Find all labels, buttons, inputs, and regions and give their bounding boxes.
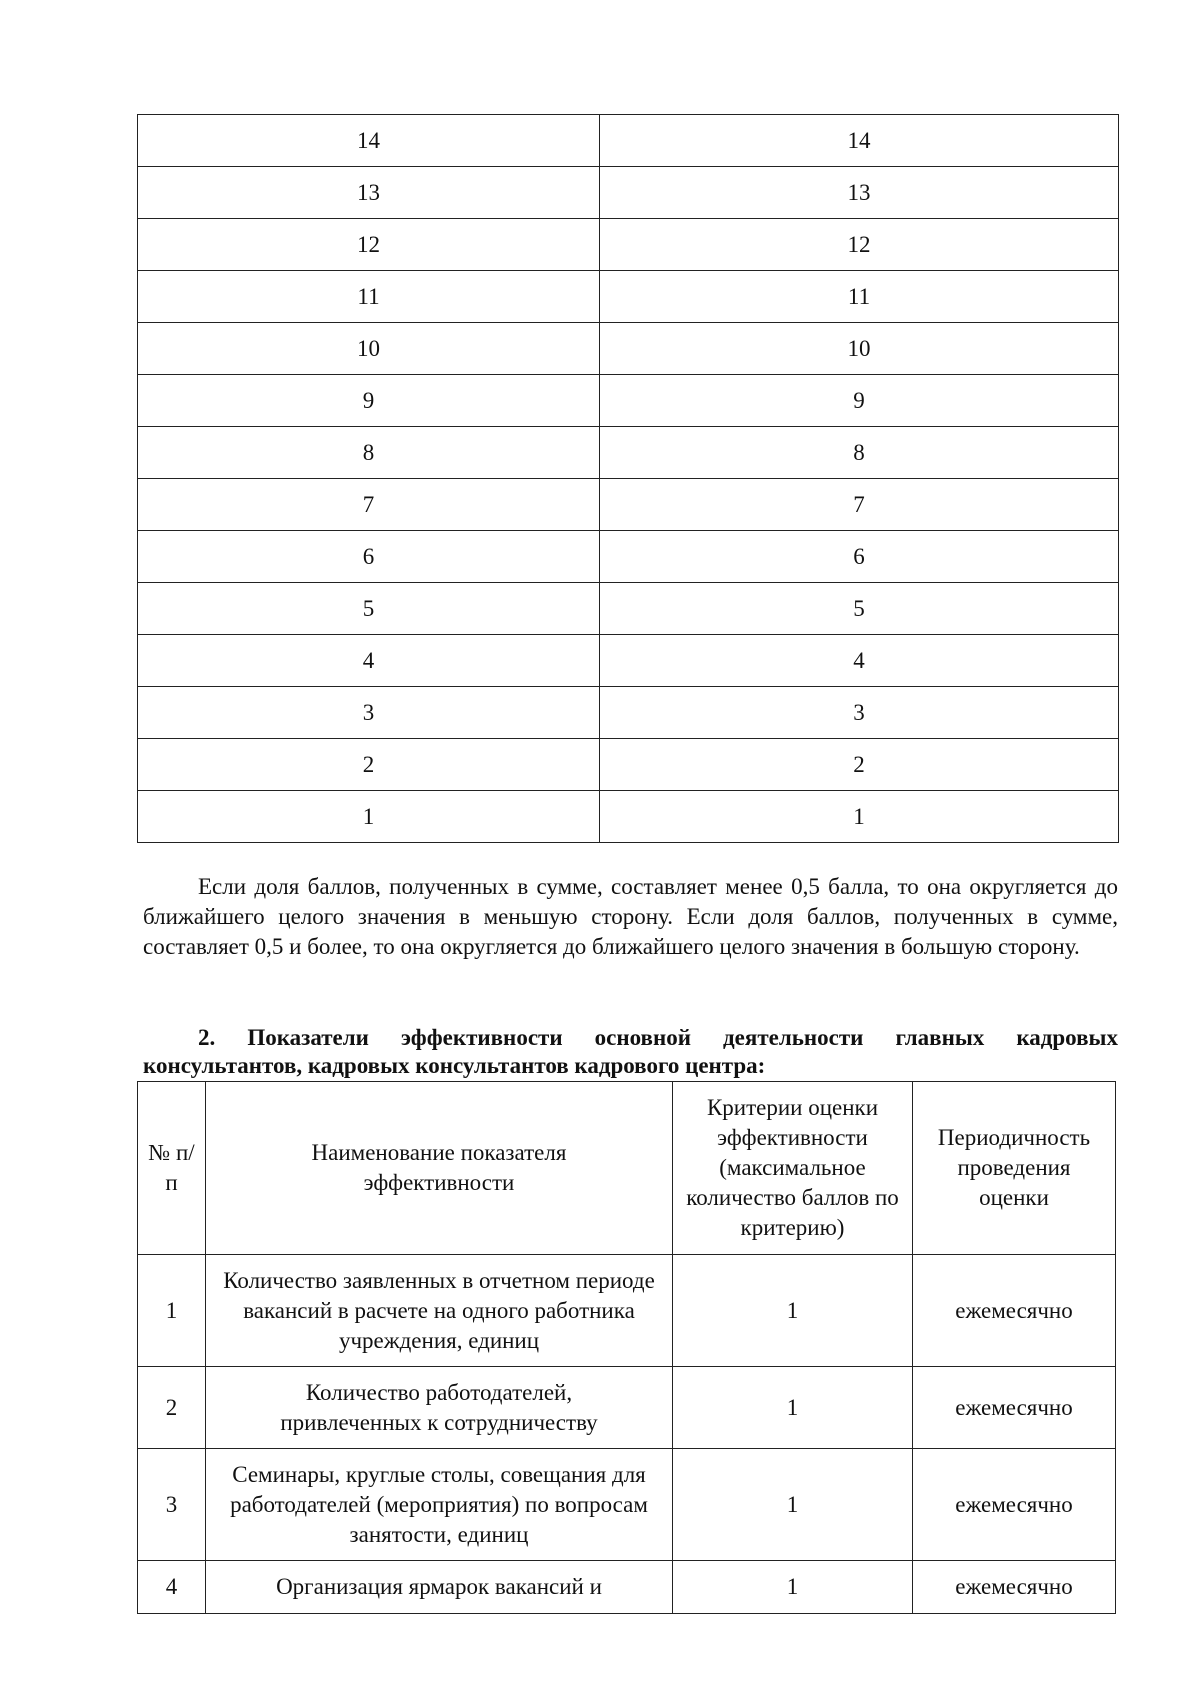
table-row xyxy=(138,739,1119,791)
cell-period: ежемесячно xyxy=(913,1449,1116,1561)
score-cell-left: 9 xyxy=(138,375,600,427)
table-row xyxy=(138,583,1119,635)
table-row xyxy=(138,687,1119,739)
table-row xyxy=(138,1367,1116,1449)
cell-name: Семинары, круглые столы, совещания для работодателей (мероприятия) по вопросам занятости, единиц xyxy=(206,1449,673,1561)
score-cell-left: 3 xyxy=(138,687,600,739)
cell-period: ежемесячно xyxy=(913,1561,1116,1614)
score-cell-right: 7 xyxy=(600,479,1119,531)
table-row xyxy=(138,323,1119,375)
score-table xyxy=(137,114,1119,843)
score-cell-left: 7 xyxy=(138,479,600,531)
score-cell-right: 13 xyxy=(600,167,1119,219)
table-row xyxy=(138,635,1119,687)
table-row xyxy=(138,479,1119,531)
score-cell-right: 3 xyxy=(600,687,1119,739)
score-cell-left: 11 xyxy=(138,271,600,323)
score-cell-left: 2 xyxy=(138,739,600,791)
score-cell-right: 2 xyxy=(600,739,1119,791)
cell-period: ежемесячно xyxy=(913,1367,1116,1449)
score-cell-left: 12 xyxy=(138,219,600,271)
score-cell-left: 14 xyxy=(138,115,600,167)
cell-name: Количество работодателей, привлеченных к сотрудничеству xyxy=(206,1367,673,1449)
score-cell-right: 5 xyxy=(600,583,1119,635)
header-criteria: Критерии оценки эффективности (максимальное количество баллов по критерию) xyxy=(673,1082,913,1255)
score-cell-left: 13 xyxy=(138,167,600,219)
score-cell-right: 4 xyxy=(600,635,1119,687)
table-row xyxy=(138,791,1119,843)
table-row xyxy=(138,427,1119,479)
header-name: Наименование показателя эффективности xyxy=(206,1082,673,1255)
cell-num: 1 xyxy=(138,1255,206,1367)
score-cell-right: 9 xyxy=(600,375,1119,427)
table-header-row xyxy=(138,1082,1116,1255)
score-cell-right: 8 xyxy=(600,427,1119,479)
indicators-table xyxy=(137,1081,1116,1614)
cell-name: Количество заявленных в отчетном периоде вакансий в расчете на одного работника учреждения, единиц xyxy=(206,1255,673,1367)
cell-criteria: 1 xyxy=(673,1449,913,1561)
table-row xyxy=(138,271,1119,323)
cell-num: 4 xyxy=(138,1561,206,1614)
table-row xyxy=(138,167,1119,219)
cell-name: Организация ярмарок вакансий и xyxy=(206,1561,673,1614)
cell-criteria: 1 xyxy=(673,1367,913,1449)
section-heading: 2. Показатели эффективности основной деятельности главных кадровых консультантов, кадровых консультантов кадрового центра: xyxy=(143,1025,1118,1078)
cell-period: ежемесячно xyxy=(913,1255,1116,1367)
score-cell-left: 4 xyxy=(138,635,600,687)
score-cell-left: 5 xyxy=(138,583,600,635)
table-row xyxy=(138,1255,1116,1367)
cell-num: 2 xyxy=(138,1367,206,1449)
score-cell-right: 12 xyxy=(600,219,1119,271)
table-row xyxy=(138,1449,1116,1561)
score-cell-left: 8 xyxy=(138,427,600,479)
score-cell-right: 14 xyxy=(600,115,1119,167)
table-row xyxy=(138,219,1119,271)
table-row xyxy=(138,531,1119,583)
table-row xyxy=(138,115,1119,167)
score-table-body xyxy=(138,115,1119,843)
cell-criteria: 1 xyxy=(673,1255,913,1367)
cell-num: 3 xyxy=(138,1449,206,1561)
header-num: № п/п xyxy=(138,1082,206,1255)
score-cell-right: 6 xyxy=(600,531,1119,583)
header-period: Периодичность проведения оценки xyxy=(913,1082,1116,1255)
score-cell-left: 1 xyxy=(138,791,600,843)
cell-criteria: 1 xyxy=(673,1561,913,1614)
score-cell-left: 6 xyxy=(138,531,600,583)
table-row xyxy=(138,375,1119,427)
score-cell-right: 11 xyxy=(600,271,1119,323)
score-cell-left: 10 xyxy=(138,323,600,375)
rounding-paragraph: Если доля баллов, полученных в сумме, составляет менее 0,5 балла, то она округляется до ближайшего целого значения в меньшую сторону. Если доля баллов, полученных в сумме, составляет 0,5 и более, то она округляется до ближайшего целого значения в большую сторону. xyxy=(143,874,1118,959)
table-row xyxy=(138,1561,1116,1614)
score-cell-right: 1 xyxy=(600,791,1119,843)
score-cell-right: 10 xyxy=(600,323,1119,375)
